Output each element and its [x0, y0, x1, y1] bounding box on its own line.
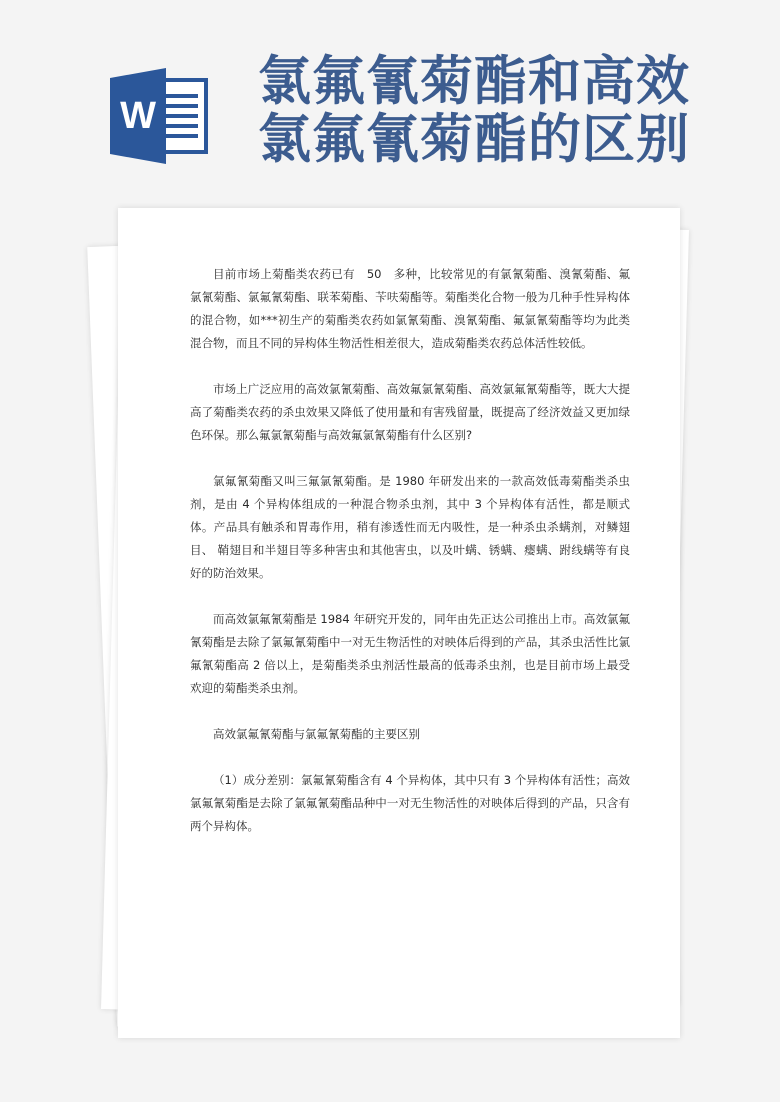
header	[0, 0, 780, 200]
paragraph: （1）成分差别：氯氟氰菊酯含有 4 个异构体，其中只有 3 个异构体有活性；高效氯氟氰菊酯是去除了氯氟氰菊酯品种中一对无生物活性的对映体后得到的产品，只含有两个异构体。	[190, 773, 630, 833]
title-line-2: 氯氟氰菊酯的区别	[258, 108, 690, 170]
svg-text:W: W	[120, 95, 156, 137]
document-title	[258, 52, 763, 168]
paragraph: 市场上广泛应用的高效氯氰菊酯、高效氟氯氰菊酯、高效氯氟氰菊酯等，既大大提高了菊酯类农药的杀虫效果又降低了使用量和有害残留量，既提高了经济效益又更加绿色环保。那么氟氯氰菊酯与高效氟氯氰菊酯有什么区别?	[190, 382, 630, 442]
paragraph: 氯氟氰菊酯又叫三氟氯氰菊酯。是 1980 年研发出来的一款高效低毒菊酯类杀虫剂，是由 4 个异构体组成的一种混合物杀虫剂，其中 3 个异构体有活性，都是顺式体。产品具有触杀和胃毒作用，稍有渗透性而无内吸性，是一种杀虫杀螨剂，对鳞翅目、 鞘翅目和半翅目等多种害虫和其他害虫，以及叶螨、锈螨、瘿螨、跗线螨等有良好的防治效果。	[190, 474, 630, 580]
document-body	[190, 263, 630, 861]
section-heading: 高效氯氟氰菊酯与氯氟氰菊酯的主要区别	[213, 727, 420, 741]
word-icon	[110, 68, 210, 164]
paragraph: 而高效氯氟氰菊酯是 1984 年研究开发的，同年由先正达公司推出上市。高效氯氟氰菊酯是去除了氯氟氰菊酯中一对无生物活性的对映体后得到的产品，其杀虫活性比氯氟氰菊酯高 2 倍以上，是菊酯类杀虫剂活性最高的低毒杀虫剂，也是目前市场上最受欢迎的菊酯类杀虫剂。	[190, 612, 630, 695]
title-line-1: 氯氟氰菊酯和高效	[258, 50, 690, 112]
paragraph: 目前市场上菊酯类农药已有 50 多种，比较常见的有氯氰菊酯、溴氰菊酯、氟氯氰菊酯、氯氟氰菊酯、联苯菊酯、苄呋菊酯等。菊酯类化合物一般为几种手性异构体的混合物，如***初生产的菊酯类农药如氯氰菊酯、溴氰菊酯、氟氯氰菊酯等均为此类混合物，而且不同的异构体生物活性相差很大，造成菊酯类农药总体活性较低。	[190, 267, 630, 350]
